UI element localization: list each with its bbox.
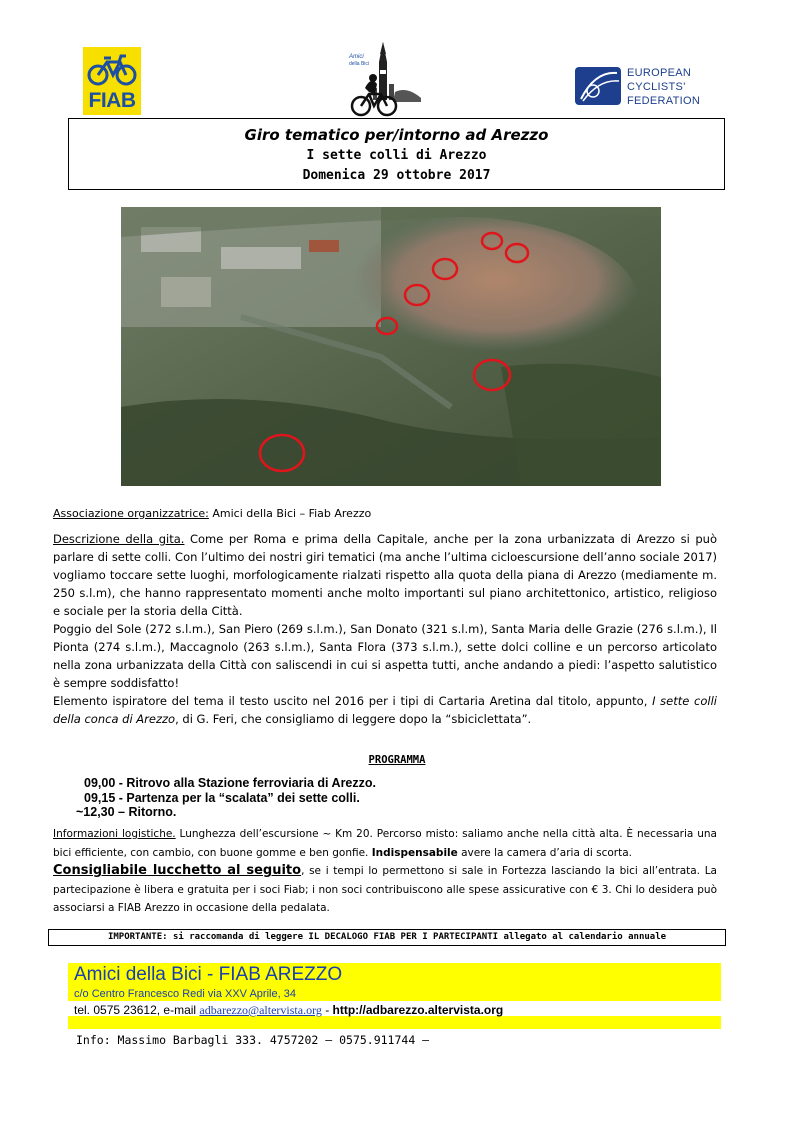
page-title: Giro tematico per/intorno ad Arezzo [244,126,549,144]
ecf-line-1: EUROPEAN [627,67,692,79]
ecf-logo [573,63,723,111]
trip-description [53,530,717,728]
logistics-text-2: avere la camera d’aria di scorta. [457,846,633,859]
footer-email-link[interactable]: adbarezzo@altervista.org [199,1003,322,1017]
svg-text:Amici: Amici [349,54,364,60]
logistics-text-1: Lunghezza dell’escursione ~ Km 20. Percorso misto: saliamo anche nella città alta. È necessaria una bici efficiente, con cambio, con buone gomme e ben gonfie. [53,828,717,859]
program-item: 09,15 - Partenza per la “scalata” dei sette colli. [84,790,360,805]
ecf-line-2: CYCLISTS' [627,81,686,93]
important-notice: IMPORTANTE: si raccomanda di leggere IL DECALOGO FIAB PER I PARTECIPANTI allegato al calendario annuale [48,929,726,946]
description-p3c: , di G. Feri, che consigliamo di leggere dopo la “sbiciclettata”. [175,712,532,726]
book-title: I sette colli della conca di Arezzo [53,694,717,726]
description-p1: Come per Roma e prima della Capitale, anche per la zona urbanizzata di Arezzo si può parlare di sette colli. Con l’ultimo dei nostri giri tematici (ma anche l’ultima cicloescursione dell’anno sociale 2017) vogliamo toccare sette luoghi, morfologicamente rialzati rispetto alla quota della piana di Arezzo (mediamente m. 250 s.l.m), che hanno rappresentato momenti anche molto importanti sul piano architettonico, artistico, religioso e sociale per la storia della Città. [53,532,717,618]
satellite-map [121,207,661,486]
fiab-logo [83,47,141,115]
title-box [68,118,725,190]
description-p2: Poggio del Sole (272 s.l.m.), San Piero (269 s.l.m.), San Donato (321 s.l.m), Santa Maria delle Grazie (276 s.l.m.), Il Pionta (274 s.l.m.), Maccagnolo (263 s.l.m.), Santa Flora (373 s.l.m.), sette dolci colline e un percorso articolato nella zona urbanizzata della Città con saliscendi in cui si aspetta tutti, anche andando a piedi: l’aspetto salutistico è sempre soddisfatto! [53,622,717,690]
footer-contacts [68,963,721,1030]
ecf-line-3: FEDERATION [627,95,701,107]
footer-org-name: Amici della Bici - FIAB AREZZO [74,964,343,985]
program-title: PROGRAMMA [368,754,426,766]
bicycle-icon [86,50,138,88]
footer-address: c/o Centro Francesco Redi via XXV Aprile, 34 [74,988,296,1000]
organizer-value: Amici della Bici – Fiab Arezzo [208,507,372,520]
lock-advice: Consigliabile lucchetto al seguito [53,863,302,878]
logistics-label: Informazioni logistiche. [53,828,176,840]
ecf-emblem-icon [573,63,623,109]
fiab-logo-text: FIAB [88,89,136,112]
footer-contact-line [74,1003,503,1018]
event-date: Domenica 29 ottobre 2017 [302,168,491,183]
logistics-info [53,825,717,918]
logistics-text-3: , se i tempi lo permettono si sale in Fortezza lasciando la bici all’entrata. La partecipazione è libera e gratuita per i soci Fiab; i non soci contribuiscono alle spese assicurative con € 3. Chi lo desidera può associarsi a FIAB Arezzo in occasione della pedalata. [53,865,717,914]
footer-sep: - [321,1003,333,1017]
footer-tel: tel. 0575 23612, e-mail [74,1003,200,1017]
page-subtitle: I sette colli di Arezzo [306,148,487,163]
footer-info-contact: Info: Massimo Barbagli 333. 4757202 – 0575.911744 – [76,1033,430,1047]
organizer-line [53,506,733,522]
amici-della-bici-logo [343,40,423,118]
program-item: 09,00 - Ritrovo alla Stazione ferroviaria di Arezzo. [84,776,376,790]
description-label: Descrizione della gita. [53,532,185,546]
svg-text:della Bici: della Bici [349,61,370,67]
program-item: ~12,30 – Ritorno. [76,805,177,819]
program-list [72,776,376,820]
description-p3a: Elemento ispiratore del tema il testo uscito nel 2016 per i tipi di Cartaria Aretina dal titolo, appunto, [53,694,653,708]
footer-website-link[interactable]: http://adbarezzo.altervista.org [332,1003,504,1017]
organizer-label: Associazione organizzatrice: [53,507,209,520]
logistics-bold: Indispensabile [371,846,458,859]
